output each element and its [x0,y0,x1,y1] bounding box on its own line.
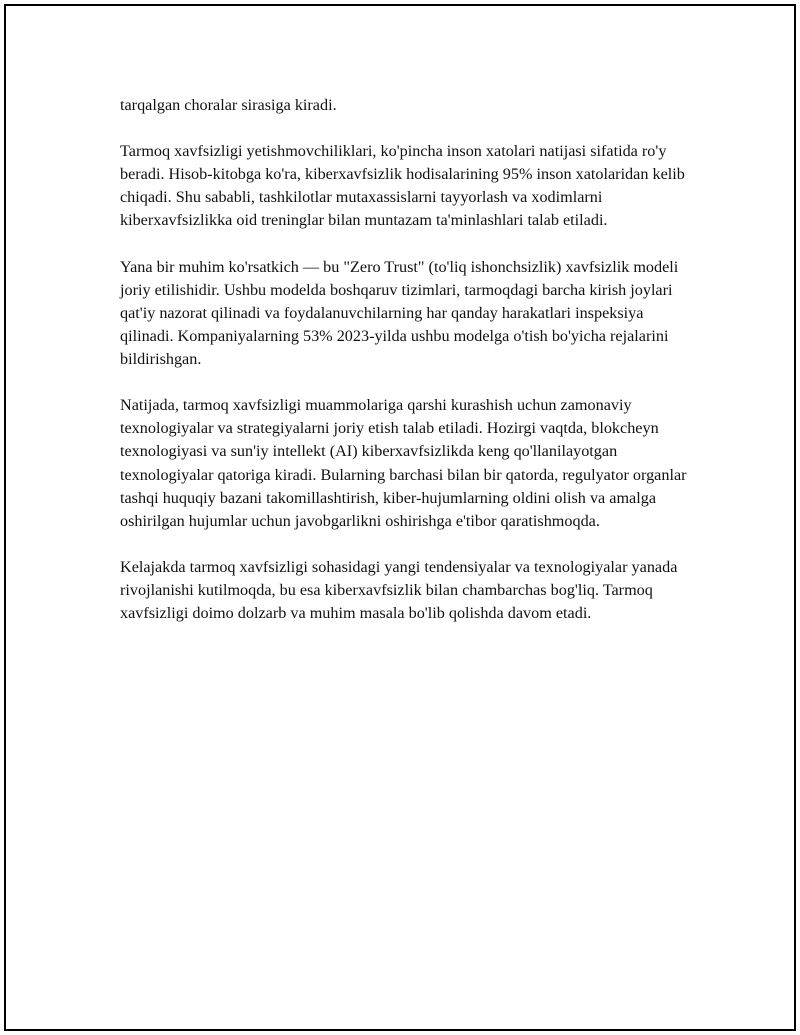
paragraph-technologies: Natijada, tarmoq xavfsizligi muammolariga qarshi kurashish uchun zamonaviy texnologiyalar va strategiyalarni joriy etish talab etiladi. Hozirgi vaqtda, blokcheyn texnologiyasi va sun'iy intellekt (AI) kiberxavfsizlikda keng qo'llanilayotgan texnologiyalar qatoriga kiradi. Bularning barchasi bilan bir qatorda, regulyator organlar tashqi huquqiy bazani takomillashtirish, kiber-hujumlarning oldini olish va amalga oshirilgan hujumlar uchun javobgarlikni oshirishga e'tibor qaratishmoqda. [120,396,687,530]
paragraph-zero-trust: Yana bir muhim ko'rsatkich — bu "Zero Trust" (to'liq ishonchsizlik) xavfsizlik modeli joriy etilishidir. Ushbu modelda boshqaruv tizimlari, tarmoqdagi barcha kirish joylari qat'iy nazorat qilinadi va foydalanuvchilarning har qanday harakatlari inspeksiya qilinadi. Kompaniyalarning 53% 2023-yilda ushbu modelga o'tish bo'yicha rejalarini bildirishgan. [120,257,679,369]
paragraph-future: Kelajakda tarmoq xavfsizligi sohasidagi yangi tendensiyalar va texnologiyalar yanada rivojlanishi kutilmoqda, bu esa kiberxavfsizlik bilan chambarchas bog'liq. Tarmoq xavfsizligi doimo dolzarb va muhim masala bo'lib qolishda davom etadi. [120,557,678,623]
paragraph-human-error: Tarmoq xavfsizligi yetishmovchiliklari, ko'pincha inson xatolari natijasi sifatida ro'y beradi. Hisob-kitobga ko'ra, kiberxavfsizlik hodisalarining 95% inson xatolaridan kelib chiqadi. Shu sababli, tashkilotlar mutaxassislarni tayyorlash va xodimlarni kiberxavfsizlikka oid treninglar bilan muntazam ta'minlashlari talab etiladi. [120,142,685,230]
page-body [120,94,690,648]
paragraph-continuation: tarqalgan choralar sirasiga kiradi. [120,96,337,114]
document-page [4,4,796,1031]
